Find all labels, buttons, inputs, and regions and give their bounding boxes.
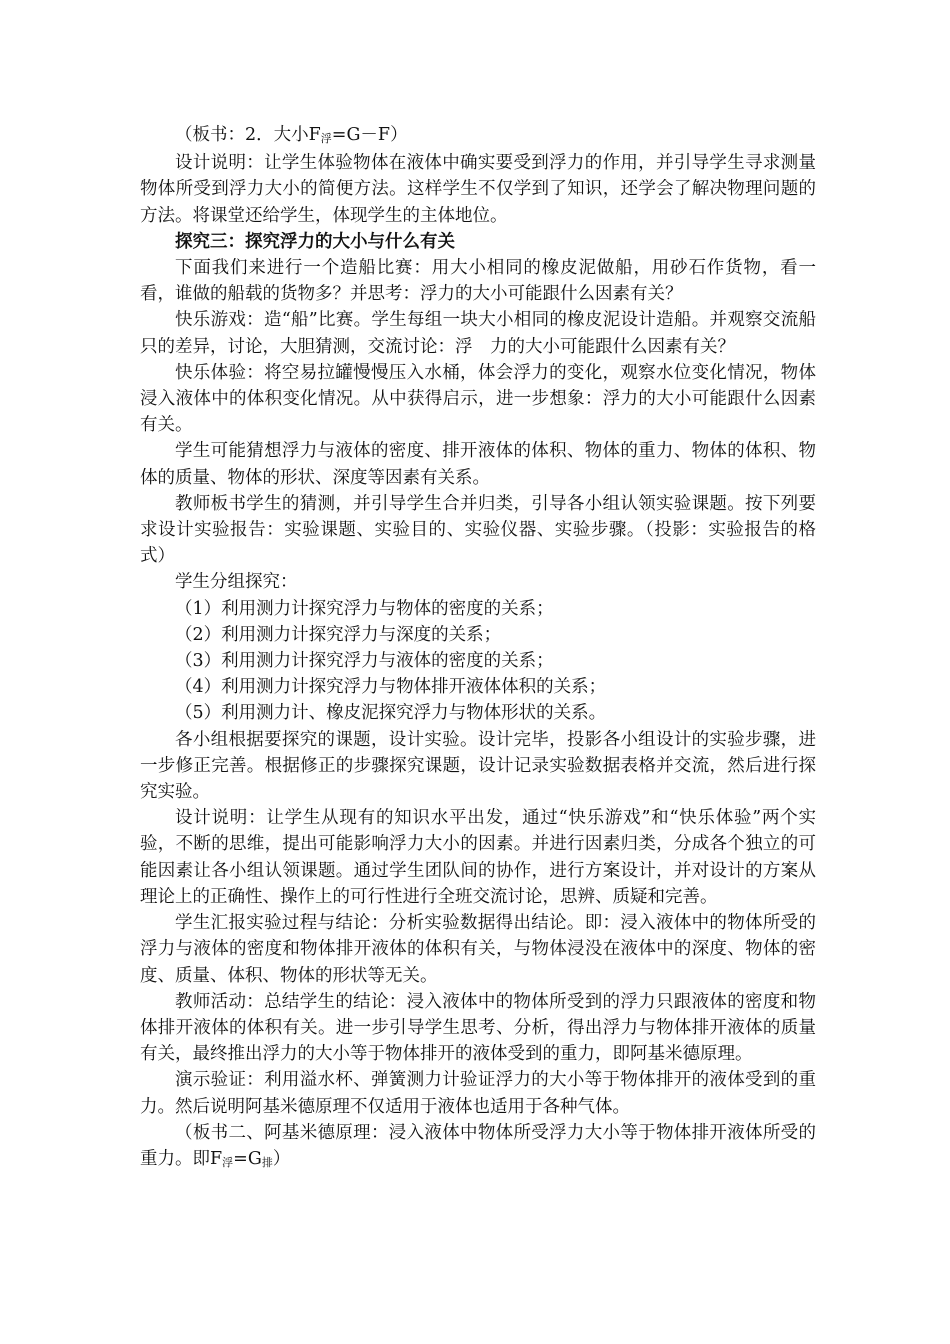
paragraph-design-note-1: 设计说明：让学生体验物体在液体中确实要受到浮力的作用，并引导学生寻求测量物体所受到浮力大小的简便方法。这样学生不仅学到了知识，还学会了解决物理问题的方法。将课堂还给学生，体现学生的主体地位。 [140, 153, 816, 226]
document-body [140, 122, 816, 1174]
board-note-formula: （板书：2．大小F浮=G－F） [175, 125, 408, 145]
paragraph-boat-contest: 下面我们来进行一个造船比赛：用大小相同的橡皮泥做船，用砂石作货物，看一看，谁做的船载的货物多？并思考：浮力的大小可能跟什么因素有关？ [140, 258, 816, 305]
board-note-archimedes: （板书二、阿基米德原理：浸入液体中物体所受浮力大小等于物体排开液体所受的重力。即F浮=G排） [140, 1122, 816, 1169]
list-item: （4）利用测力计探究浮力与物体排开液体体积的关系； [175, 677, 607, 698]
paragraph-happy-experience: 快乐体验：将空易拉罐慢慢压入水桶，体会浮力的变化，观察水位变化情况，物体浸入液体中的体积变化情况。从中获得启示，进一步想象：浮力的大小可能跟什么因素有关。 [140, 362, 816, 436]
paragraph-design-note-2: 设计说明：让学生从现有的知识水平出发，通过“快乐游戏”和“快乐体验”两个实验，不断的思维，提出可能影响浮力大小的因素。并进行因素归类，分成各个独立的可能因素让各小组认领课题。通过学生团队间的协作，进行方案设计，并对设计的方案从理论上的正确性、操作上的可行性进行全班交流讨论，思辨、质疑和完善。 [140, 808, 816, 907]
paragraph-student-guesses: 学生可能猜想浮力与液体的密度、排开液体的体积、物体的重力、物体的体积、物体的质量、物体的形状、深度等因素有关系。 [140, 441, 816, 488]
list-item: （2）利用测力计探究浮力与深度的关系； [175, 624, 502, 645]
paragraph-teacher-board: 教师板书学生的猜测，并引导学生合并归类，引导各小组认领实验课题。按下列要求设计实验报告：实验课题、实验目的、实验仪器、实验步骤。（投影：实验报告的格式） [140, 493, 816, 567]
paragraph-teacher-activity: 教师活动：总结学生的结论：浸入液体中的物体所受到的浮力只跟液体的密度和物体排开液体的体积有关。进一步引导学生思考、分析，得出浮力与物体排开液体的质量有关，最终推出浮力的大小等于物体排开的液体受到的重力，即阿基米德原理。 [140, 991, 816, 1065]
section-heading: 探究三：探究浮力的大小与什么有关 [175, 231, 455, 252]
paragraph-happy-game: 快乐游戏：造“船”比赛。学生每组一块大小相同的橡皮泥设计造船。并观察交流船只的差异，讨论，大胆猜测，交流讨论：浮 力的大小可能跟什么因素有关？ [140, 310, 816, 357]
paragraph-group-inquiry: 学生分组探究： [175, 572, 298, 593]
list-item: （5）利用测力计、橡皮泥探究浮力与物体形状的关系。 [175, 703, 607, 724]
list-item: （3）利用测力计探究浮力与液体的密度的关系； [175, 651, 554, 672]
paragraph-student-report: 学生汇报实验过程与结论：分析实验数据得出结论。即：浸入液体中的物体所受的浮力与液体的密度和物体排开液体的体积有关，与物体浸没在液体中的深度、物体的密度、质量、体积、物体的形状等无关。 [140, 913, 816, 986]
paragraph-group-design: 各小组根据要探究的课题，设计实验。设计完毕，投影各小组设计的实验步骤，进一步修正完善。根据修正的步骤探究课题，设计记录实验数据表格并交流，然后进行探究实验。 [140, 729, 816, 803]
paragraph-demo-verify: 演示验证：利用溢水杯、弹簧测力计验证浮力的大小等于物体排开的液体受到的重力。然后说明阿基米德原理不仅适用于液体也适用于各种气体。 [140, 1070, 816, 1117]
list-item: （1）利用测力计探究浮力与物体的密度的关系； [175, 598, 554, 619]
